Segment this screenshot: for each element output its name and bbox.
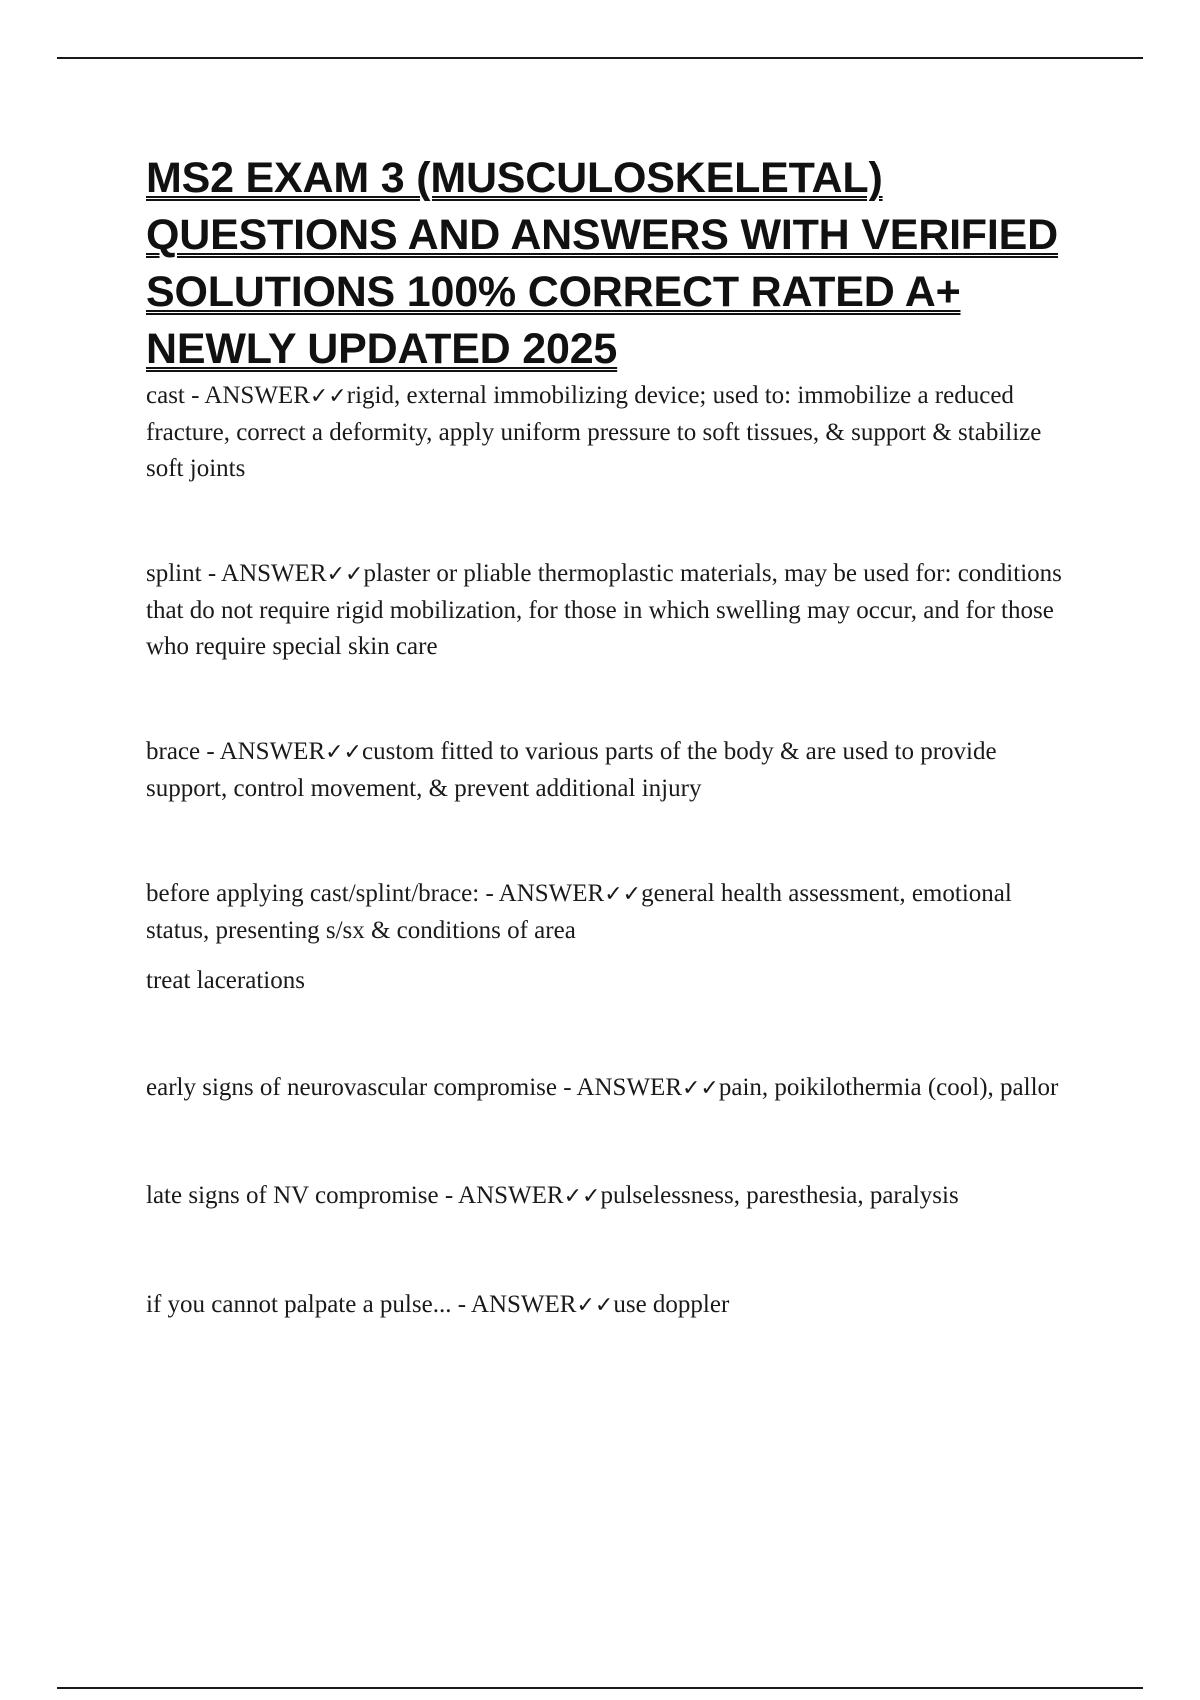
answer-marker: - ANSWER <box>201 560 327 587</box>
qa-answer: rigid, external immobilizing device; used to: immobilize a reduced fracture, correct a deformity, apply uniform pressure to soft tissues, & support & stabilize soft joints <box>146 382 1042 482</box>
qa-answer: use doppler <box>613 1291 730 1318</box>
qa-term: splint <box>146 560 202 587</box>
qa-item-splint <box>146 556 1076 665</box>
qa-term: early signs of neurovascular compromise <box>146 1074 557 1101</box>
qa-term: if you cannot palpate a pulse... <box>146 1291 452 1318</box>
qa-answer: plaster or pliable thermoplastic materials, may be used for: conditions that do not require rigid mobilization, for those in which swelling may occur, and for those who require special skin care <box>146 560 1062 660</box>
qa-item-early-signs <box>146 1070 1076 1107</box>
qa-term: brace <box>146 738 201 765</box>
double-check-icon: ✓✓ <box>682 1076 719 1101</box>
qa-item-cast <box>146 378 1076 487</box>
document-title: MS2 EXAM 3 (MUSCULOSKELETAL) QUESTIONS AND ANSWERS WITH VERIFIED SOLUTIONS 100% CORRECT RATED A+ NEWLY UPDATED 2025 <box>146 154 1058 373</box>
qa-item-late-signs <box>146 1178 1076 1215</box>
qa-term: before applying cast/splint/brace: <box>146 880 480 907</box>
top-divider <box>57 57 1143 59</box>
answer-marker: - ANSWER <box>451 1291 577 1318</box>
qa-answer: pain, poikilothermia (cool), pallor <box>718 1074 1059 1101</box>
qa-answer: general health assessment, emotional status, presenting s/sx & conditions of area <box>146 880 1012 944</box>
double-check-icon: ✓✓ <box>604 882 642 907</box>
qa-answer: pulselessness, paresthesia, paralysis <box>600 1182 959 1209</box>
double-check-icon: ✓✓ <box>326 562 364 587</box>
document-body <box>146 150 1076 1324</box>
answer-marker: - ANSWER <box>557 1074 682 1101</box>
answer-marker: - ANSWER <box>184 382 310 409</box>
answer-marker: - ANSWER <box>438 1182 564 1209</box>
qa-item-before-applying <box>146 876 1076 949</box>
answer-marker: - ANSWER <box>200 738 326 765</box>
qa-item-brace <box>146 734 1076 807</box>
qa-item-palpate-pulse <box>146 1287 1076 1324</box>
qa-term: cast <box>146 382 185 409</box>
double-check-icon: ✓✓ <box>325 740 362 765</box>
answer-marker: - ANSWER <box>479 880 605 907</box>
qa-extra-line: treat lacerations <box>146 967 305 994</box>
double-check-icon: ✓✓ <box>309 384 347 409</box>
double-check-icon: ✓✓ <box>563 1184 601 1209</box>
bottom-divider <box>57 1687 1143 1689</box>
qa-term: late signs of NV compromise <box>146 1182 439 1209</box>
qa-answer: custom fitted to various parts of the body & are used to provide support, control movement, & prevent additional injury <box>146 738 997 802</box>
double-check-icon: ✓✓ <box>576 1293 614 1318</box>
